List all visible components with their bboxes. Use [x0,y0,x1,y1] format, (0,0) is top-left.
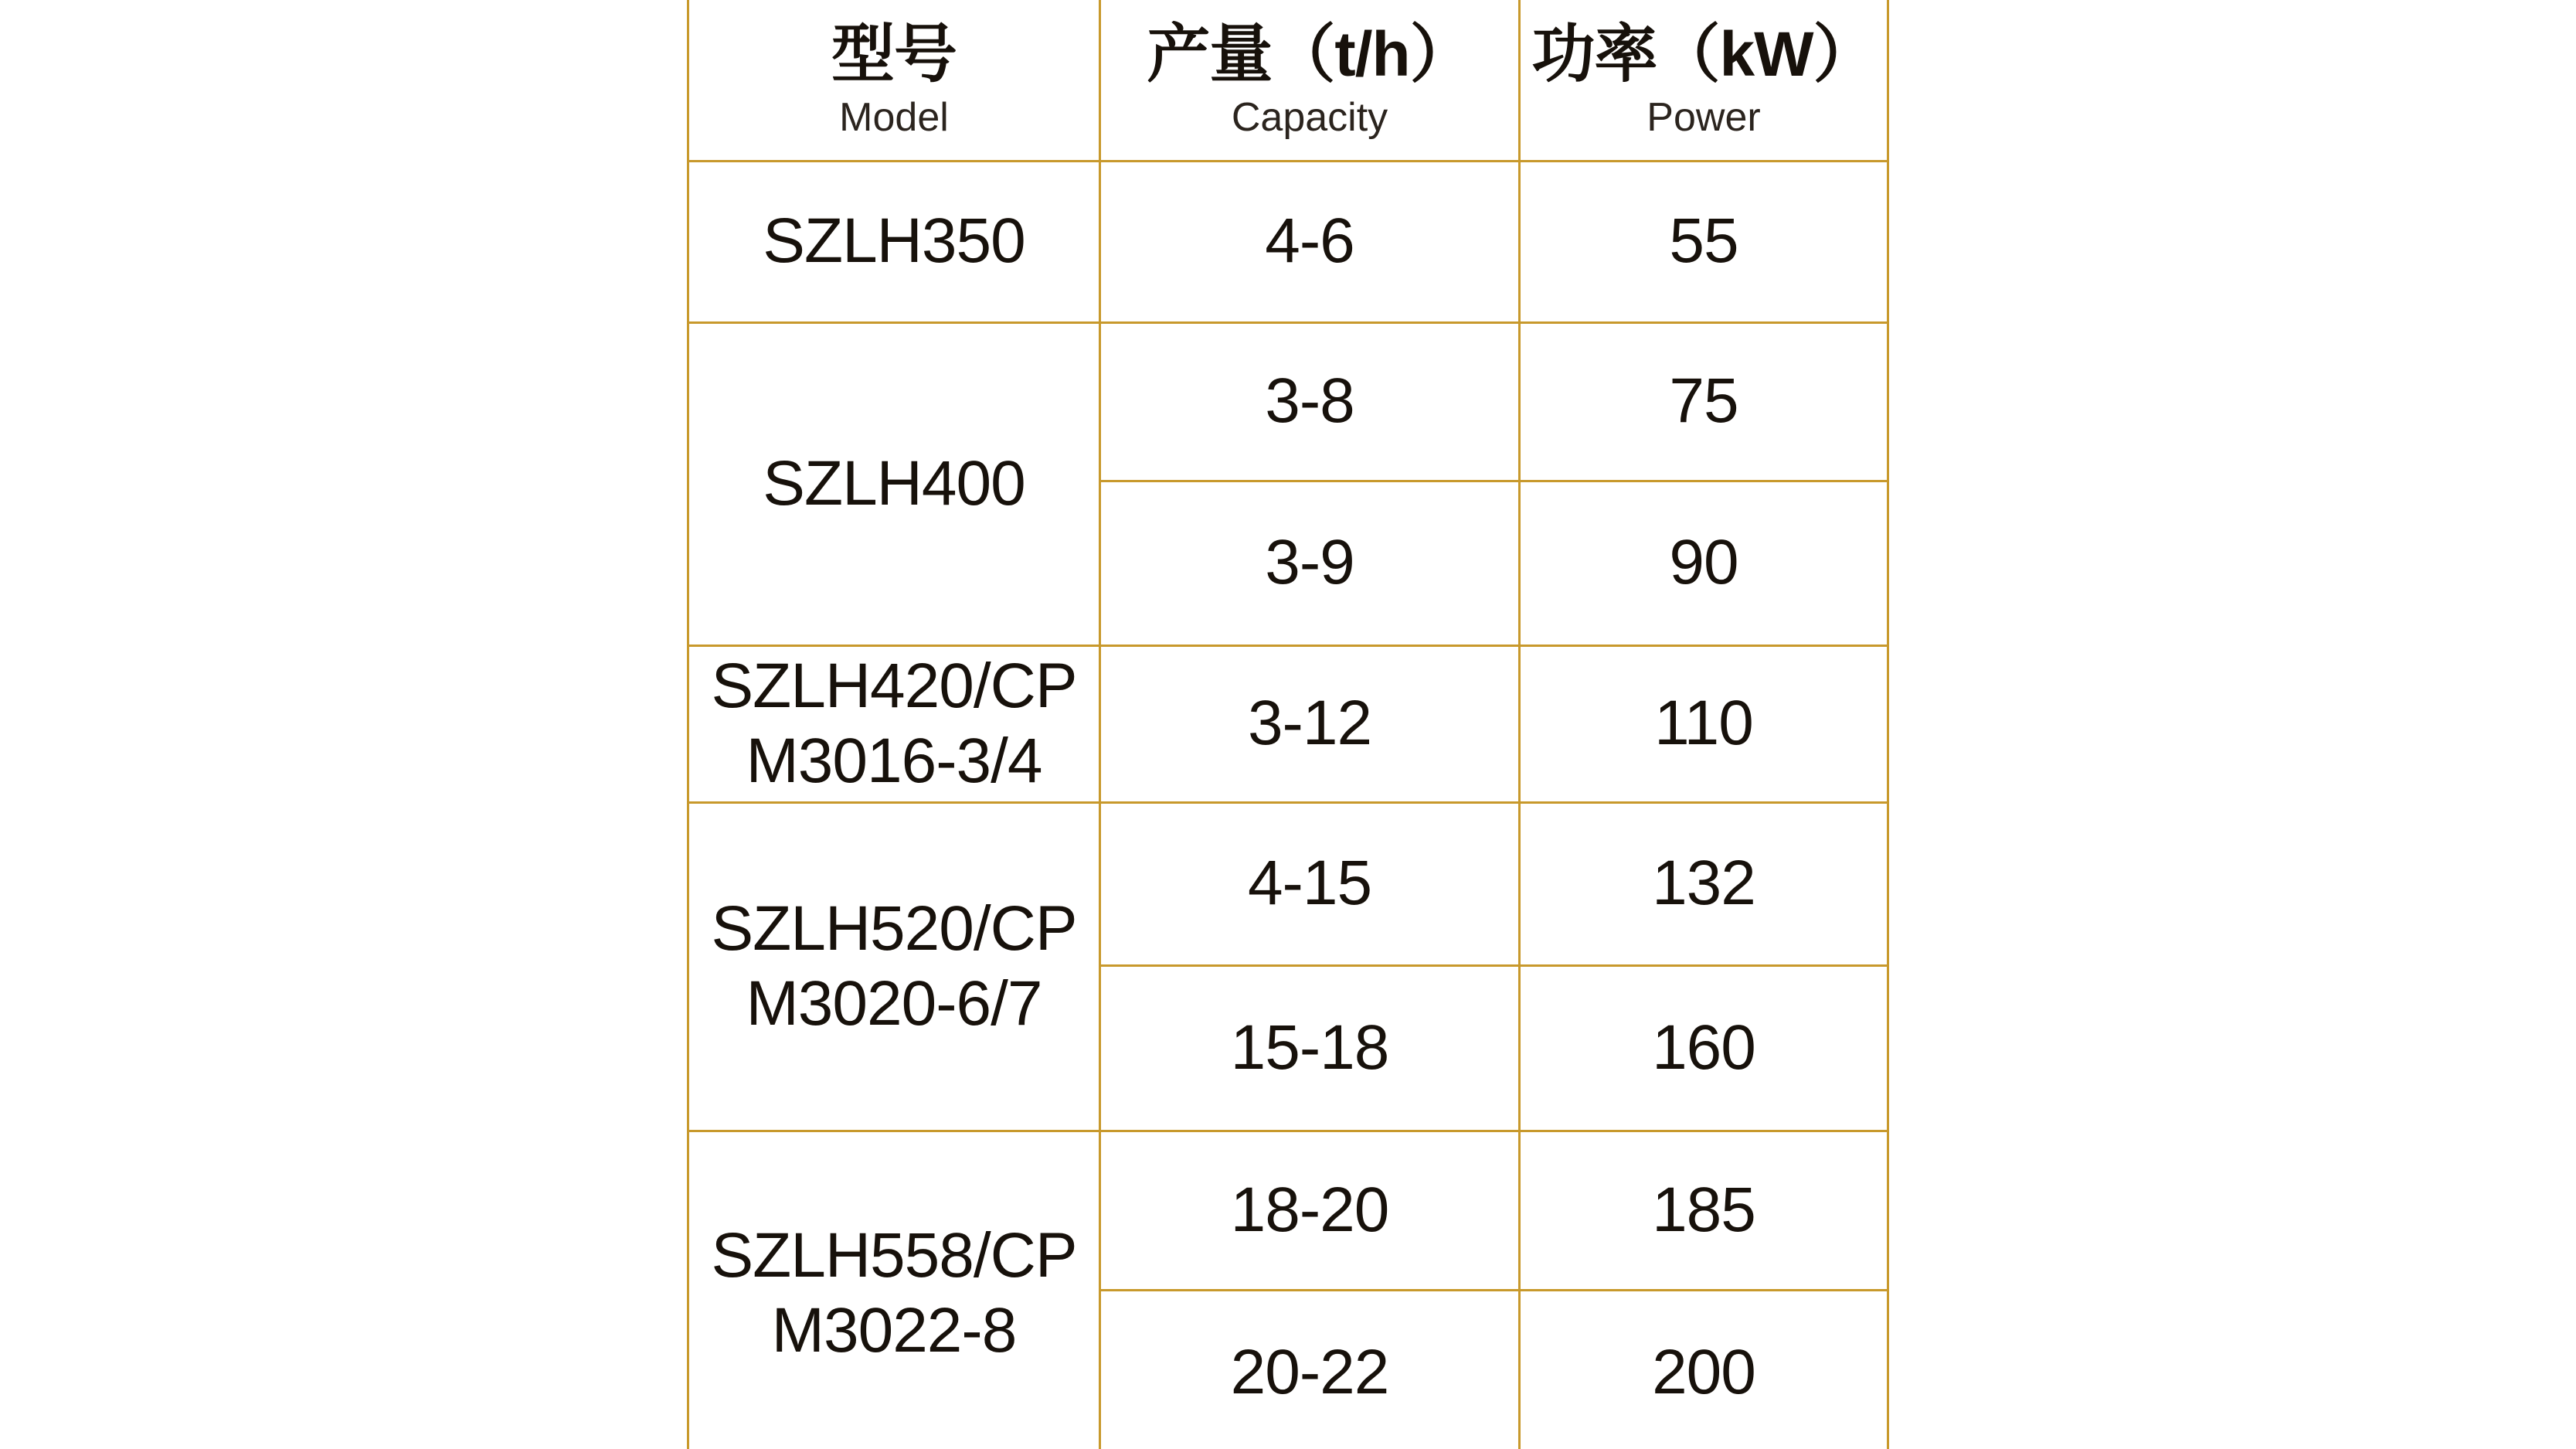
power-value: 75 [1669,366,1738,437]
power-value: 90 [1669,527,1738,598]
col-header-model [688,0,1100,161]
model-cell [688,161,1100,322]
power-cell [1520,1290,1888,1449]
capacity-cell [1100,965,1520,1131]
model-cell [688,802,1100,1131]
capacity-value: 15-18 [1230,1012,1389,1083]
capacity-cell [1100,1131,1520,1290]
model-cell [688,1131,1100,1449]
power-value: 185 [1652,1174,1755,1245]
table-row [688,802,1888,965]
capacity-cell [1100,802,1520,965]
model-value: SZLH400 [763,447,1025,519]
capacity-header-en: Capacity [1231,94,1388,140]
power-cell [1520,161,1888,322]
model-header-en: Model [839,94,949,140]
power-header-en: Power [1647,94,1761,140]
power-cell [1520,965,1888,1131]
model-value-line1: SZLH558/CP [711,1219,1077,1291]
power-cell [1520,322,1888,481]
power-value: 132 [1652,848,1755,919]
capacity-value: 4-15 [1247,848,1372,919]
capacity-value: 20-22 [1230,1337,1389,1408]
model-value: SZLH350 [763,206,1025,277]
model-value-line1: SZLH420/CP [711,650,1077,721]
power-value: 160 [1652,1012,1755,1083]
power-value: 110 [1654,688,1753,759]
power-cell [1520,1131,1888,1290]
capacity-cell [1100,161,1520,322]
capacity-value: 4-6 [1265,206,1354,277]
capacity-cell [1100,1290,1520,1449]
capacity-cell [1100,645,1520,802]
model-value-line2: M3022-8 [771,1294,1017,1366]
power-cell [1520,481,1888,645]
power-header-cn: 功率（kW） [1531,19,1876,90]
capacity-value: 3-8 [1265,366,1354,437]
col-header-capacity [1100,0,1520,161]
capacity-cell [1100,322,1520,481]
spec-table [687,0,1889,1449]
capacity-header-cn: 产量（t/h） [1147,19,1473,90]
table-row [688,322,1888,481]
power-value: 55 [1669,206,1738,277]
model-header-cn: 型号 [831,19,957,90]
model-value-line2: M3016-3/4 [746,725,1042,796]
power-value: 200 [1652,1337,1755,1408]
model-cell [688,645,1100,802]
table-row [688,161,1888,322]
model-cell [688,322,1100,645]
table-row [688,645,1888,802]
table-row [688,1131,1888,1290]
col-header-power [1520,0,1888,161]
header-row [688,0,1888,161]
capacity-value: 3-9 [1265,527,1354,598]
capacity-value: 3-12 [1247,688,1372,759]
capacity-value: 18-20 [1230,1174,1389,1245]
model-value-line1: SZLH520/CP [711,893,1077,964]
model-value-line2: M3020-6/7 [746,968,1042,1039]
power-cell [1520,645,1888,802]
capacity-cell [1100,481,1520,645]
power-cell [1520,802,1888,965]
